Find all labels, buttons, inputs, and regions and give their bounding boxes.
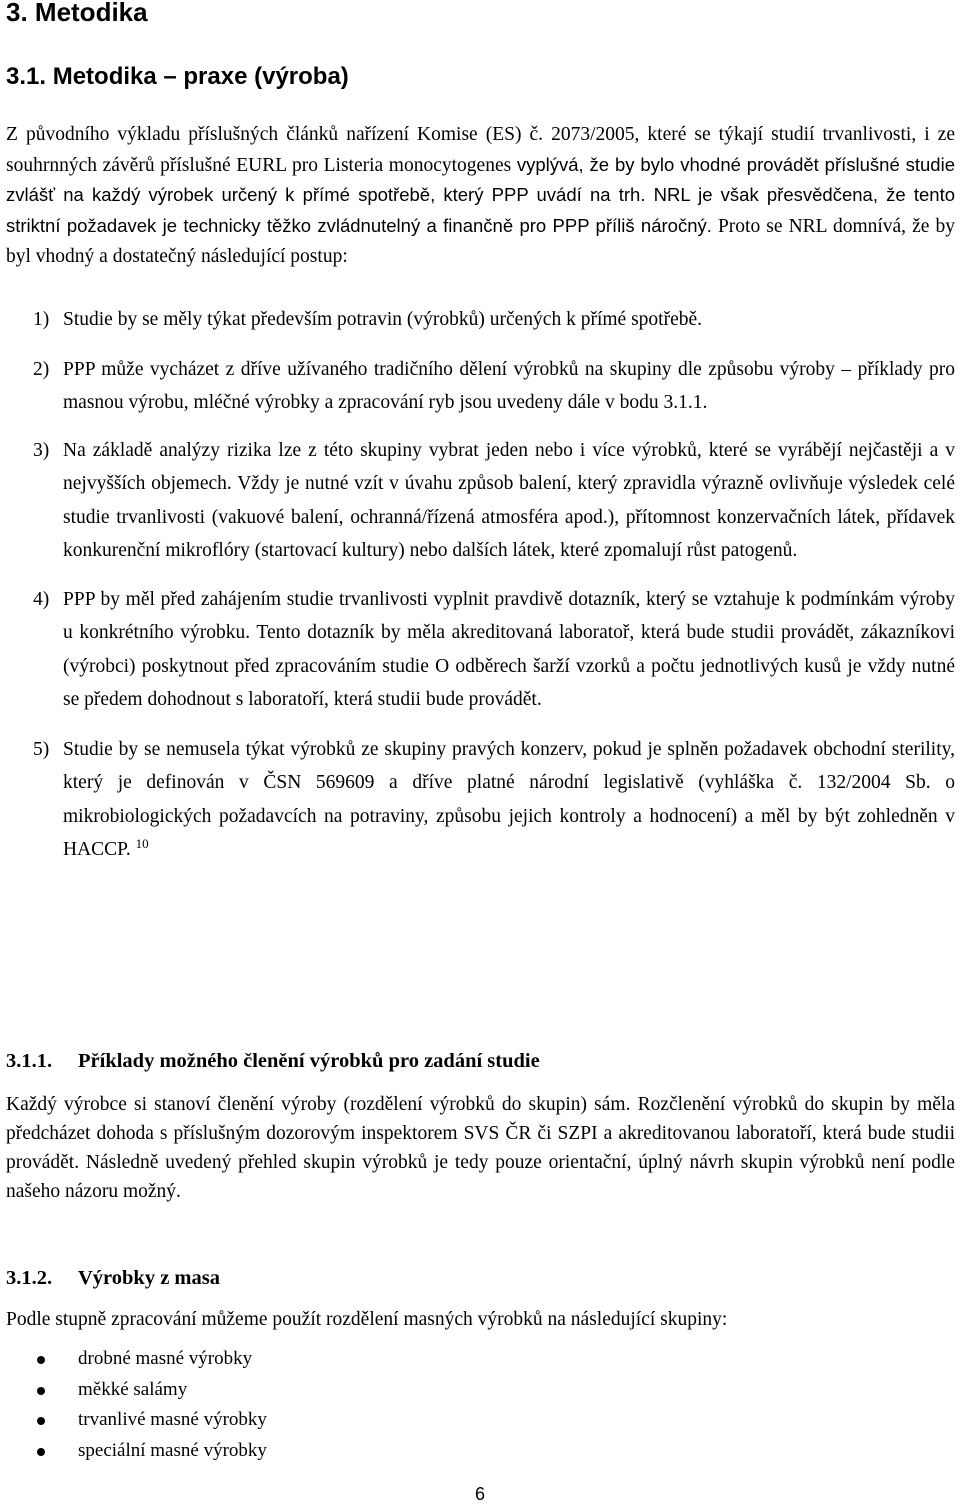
list-item [0,1375,267,1406]
subsection-heading-311 [6,1047,540,1075]
step-text: Studie by se nemusela týkat výrobků ze skupiny pravých konzerv, pokud je splněn požadavek obchodní sterility, který je definován v ČSN 569609 a dříve platné národní legislativě (vyhláška č. 132/2004 Sb. o mikrobiologických požadavcích na potraviny, způsobu jejich kontroly a hodnocení) a měl by být zohledněn v HACCP. [63,738,955,860]
step-number: 5) [33,738,50,760]
intro-text-2: vyplývá, že by bylo vhodné provádět příslušné studie zvlášť na každý výrobek určený k přímé spotřebě, který PPP uvádí na trh. NRL je však přesvědčena, že tento striktní požadavek je technicky těžko zvládnutelný a finančně pro PPP příliš náročný. [6,153,955,237]
page-number: 6 [474,1484,485,1504]
subsection-311-paragraph: Každý výrobce si stanoví členění výroby (rozdělení výrobků do skupin) sám. Rozčlenění výrobků do skupin by měla předcházet dohoda s příslušným dozorovým inspektorem SVS ČR či SZPI a akreditovanou laboratoří, která bude studii provádět. Následně uvedený přehled skupin výrobků je tedy pouze orientační, úplný návrh skupin výrobků není podle našeho názoru možný. [6,1094,955,1202]
subsection-number: 3.1.1. [6,1050,53,1072]
list-item [0,1436,267,1467]
step-item [0,434,955,568]
list-item-label: měkké salámy [78,1378,188,1400]
step-text: PPP může vycházet z dříve užívaného tradičního dělení výrobků na skupiny dle způsobu výroby – příklady pro masnou výrobu, mléčné výrobky a zpracování ryb jsou uvedeny dále v bodu 3.1.1. [63,358,955,413]
list-item-label: speciální masné výrobky [78,1439,267,1461]
step-item [0,353,955,420]
step-number: 4) [33,588,50,610]
list-item [0,1405,267,1436]
list-item [0,1344,267,1375]
subsection-number: 3.1.2. [6,1267,53,1289]
list-item-label: drobné masné výrobky [78,1348,253,1369]
intro-paragraph [6,120,955,272]
methodology-steps [0,303,955,867]
meat-product-groups-list [0,1344,267,1466]
step-text: PPP by měl před zahájením studie trvanlivosti vyplnit pravdivě dotazník, který se vztahuje k podmínkám výroby u konkrétního výrobku. Tento dotazník by měla akreditovaná laboratoř, která bude studii provádět, zákazníkovi (výrobci) poskytnout před zpracováním studie O odběrech šarží vzorků a počtu jednotlivých kusů je vždy nutné se předem dohodnout s laboratoří, která studii bude provádět. [63,588,955,710]
subsection-title: Příklady možného členění výrobků pro zadání studie [78,1050,540,1072]
step-item [0,733,955,867]
intro-text-3: Proto se NRL domnívá, že by byl vhodný a dostatečný následující postup: [6,216,956,267]
footnote-reference: 10 [135,836,149,851]
subsection-312-paragraph: Podle stupně zpracování můžeme použít rozdělení masných výrobků na následující skupiny: [6,1309,728,1330]
section-heading: 3.1. Metodika – praxe (výroba) [6,63,349,90]
step-item [0,583,955,717]
step-item [0,303,955,337]
intro-text-1: Z původního výkladu příslušných článků nařízení Komise (ES) č. 2073/2005, které se týkají studií trvanlivosti, i ze souhrnných závěrů příslušné EURL pro Listeria monocytogenes [6,124,955,176]
chapter-heading: 3. Metodika [6,0,148,27]
subsection-heading-312 [6,1264,220,1292]
step-text: Na základě analýzy rizika lze z této skupiny vybrat jeden nebo i více výrobků, které se vyrábějí nejčastěji a v nejvyšších objemech. Vždy je nutné vzít v úvahu způsob balení, který zpravidla výrazně ovlivňuje výsledek celé studie trvanlivosti (vakuové balení, ochranná/řízená atmosféra apod.), přítomnost konzervačních látek, přídavek konkurenční mikroflóry (startovací kultury) nebo dalších látek, které zpomalují růst patogenů. [63,439,955,561]
bullet-icon [37,1417,45,1425]
bullet-icon [37,1387,45,1395]
bullet-icon [37,1448,45,1456]
list-item-label: trvanlivé masné výrobky [78,1409,267,1430]
step-text: Studie by se měly týkat především potravin (výrobků) určených k přímé spotřebě. [63,309,703,330]
step-number: 1) [33,309,50,330]
bullet-icon [37,1356,45,1364]
subsection-title: Výrobky z masa [78,1267,220,1289]
step-number: 3) [33,439,50,461]
step-number: 2) [33,358,50,380]
